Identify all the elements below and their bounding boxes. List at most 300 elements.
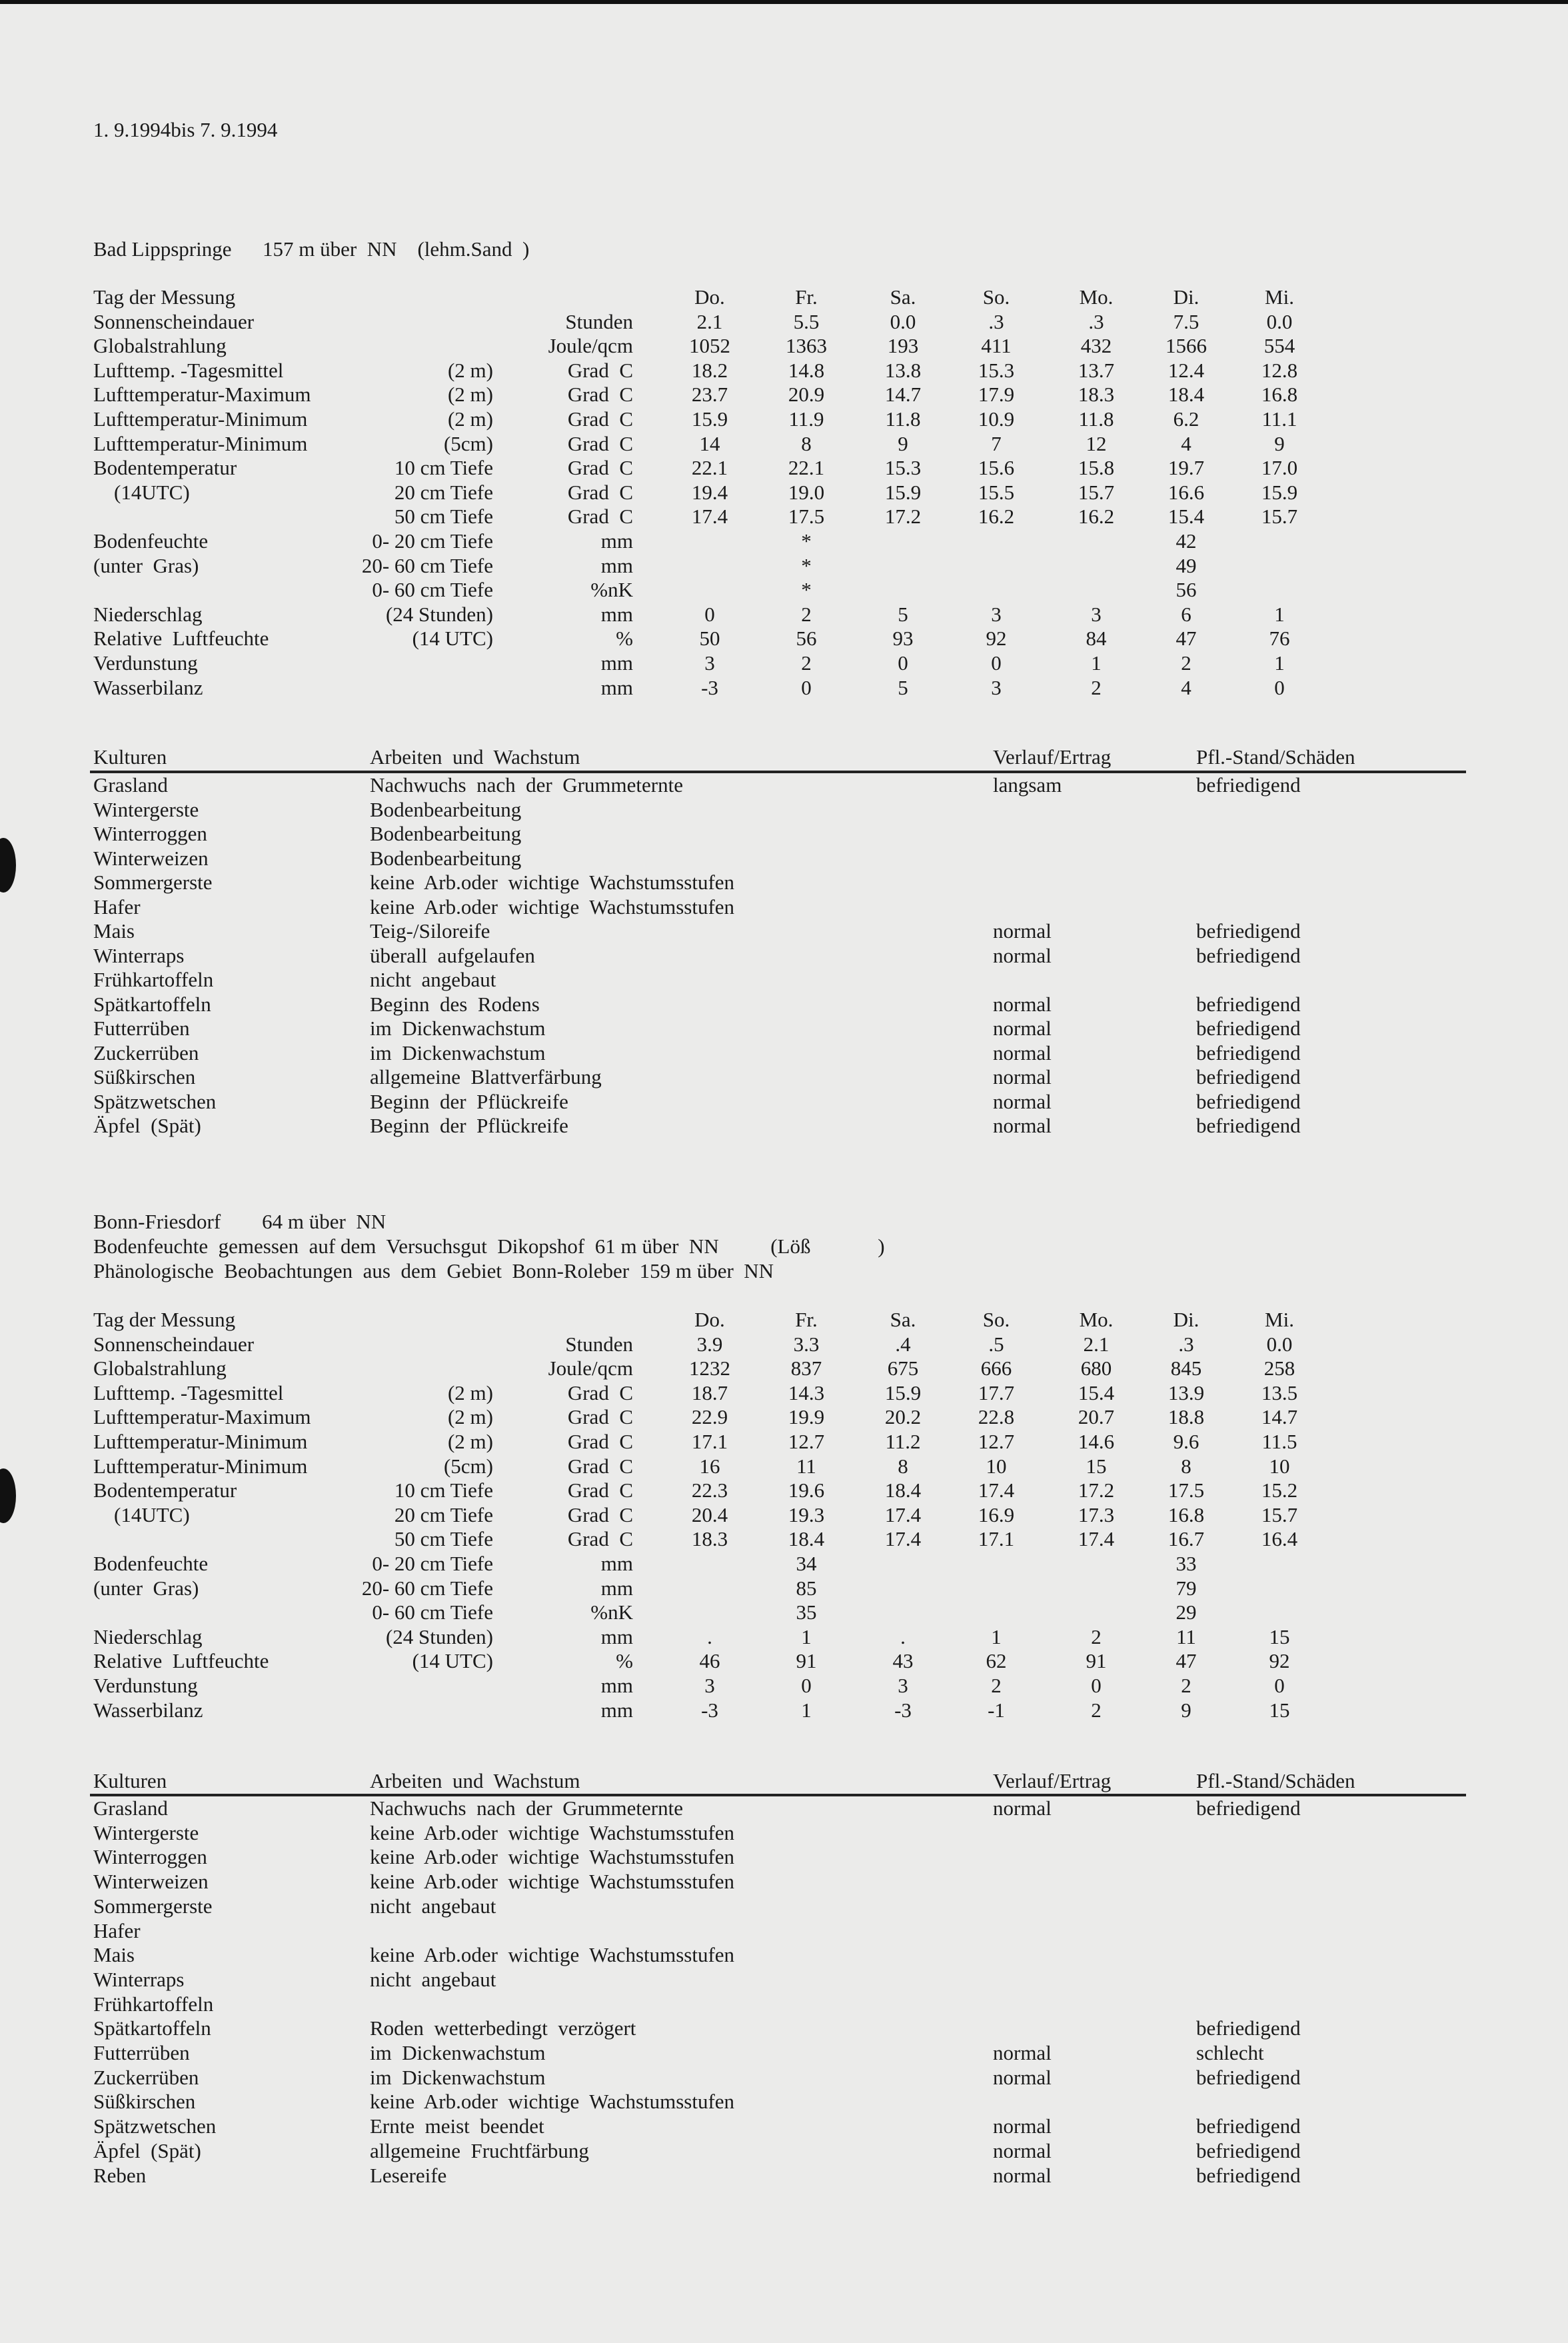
parameter-label: Tag der Messung bbox=[93, 285, 236, 309]
crop-condition: befriedigend bbox=[1196, 992, 1301, 1016]
parameter-detail: 20 cm Tiefe bbox=[394, 480, 493, 504]
value-cell: 18.3 bbox=[1078, 383, 1115, 407]
parameter-label: Bodentemperatur bbox=[93, 456, 237, 480]
crops-header-stand: Pfl.-Stand/Schäden bbox=[1196, 745, 1355, 769]
weather-row bbox=[0, 1332, 1568, 1356]
crop-row bbox=[0, 773, 1568, 797]
unit-label: mm bbox=[600, 651, 633, 675]
value-cell: 7.5 bbox=[1173, 309, 1199, 333]
value-cell: 18.7 bbox=[691, 1380, 728, 1404]
value-cell: 47 bbox=[1176, 627, 1197, 651]
crop-row bbox=[0, 871, 1568, 895]
day-header: Sa. bbox=[890, 1308, 916, 1331]
crop-row bbox=[0, 2090, 1568, 2114]
parameter-detail: (14 UTC) bbox=[412, 627, 493, 651]
value-cell: 411 bbox=[981, 334, 1012, 358]
crop-condition: befriedigend bbox=[1196, 1017, 1301, 1040]
value-cell: 12.7 bbox=[978, 1430, 1015, 1453]
weather-row bbox=[0, 1698, 1568, 1722]
crops-header-kulturen: Kulturen bbox=[93, 1769, 167, 1792]
unit-label: mm bbox=[600, 1552, 633, 1575]
value-cell: 4 bbox=[1181, 431, 1191, 455]
crop-row bbox=[0, 1992, 1568, 2016]
value-cell: 12.8 bbox=[1261, 358, 1298, 382]
crop-activity: nicht angebaut bbox=[370, 968, 496, 991]
parameter-label: Verdunstung bbox=[93, 651, 198, 675]
crop-row bbox=[0, 1041, 1568, 1065]
value-cell: 7 bbox=[991, 431, 1002, 455]
value-cell: 15.9 bbox=[1261, 480, 1298, 504]
value-cell: 91 bbox=[796, 1649, 817, 1673]
unit-label: Grad C bbox=[567, 407, 633, 431]
value-cell: 10 bbox=[1269, 1454, 1290, 1478]
crop-name: Frühkartoffeln bbox=[93, 968, 214, 991]
crop-activity: Nachwuchs nach der Grummeternte bbox=[370, 773, 683, 797]
parameter-label: Sonnenscheindauer bbox=[93, 309, 255, 333]
weather-row bbox=[0, 603, 1568, 627]
value-cell: 258 bbox=[1263, 1356, 1295, 1380]
crop-activity: keine Arb.oder wichtige Wachstumsstufen bbox=[370, 1943, 735, 1967]
value-cell: 837 bbox=[790, 1356, 822, 1380]
value-cell: 3 bbox=[704, 651, 715, 675]
crop-row bbox=[0, 895, 1568, 919]
crop-row bbox=[0, 993, 1568, 1017]
unit-label: Grad C bbox=[567, 383, 633, 407]
crop-name: Äpfel (Spät) bbox=[93, 1114, 201, 1137]
value-cell: 9.6 bbox=[1173, 1430, 1199, 1453]
crop-row bbox=[0, 1845, 1568, 1869]
crop-name: Winterraps bbox=[93, 1967, 185, 1991]
value-cell: -3 bbox=[894, 1698, 912, 1722]
value-cell: 15 bbox=[1269, 1698, 1290, 1722]
parameter-label: Tag der Messung bbox=[93, 1308, 236, 1331]
value-cell: 17.9 bbox=[978, 383, 1015, 407]
parameter-detail: 50 cm Tiefe bbox=[394, 505, 493, 529]
value-cell: 19.0 bbox=[788, 480, 825, 504]
crop-name: Futterrüben bbox=[93, 2041, 190, 2064]
value-cell: 93 bbox=[892, 627, 914, 651]
crop-name: Winterroggen bbox=[93, 822, 207, 845]
unit-label: mm bbox=[600, 1624, 633, 1648]
value-cell: * bbox=[801, 578, 812, 602]
crop-name: Spätzwetschen bbox=[93, 1089, 217, 1113]
crop-progress: normal bbox=[993, 1065, 1052, 1089]
parameter-detail: (5cm) bbox=[443, 431, 493, 455]
crop-row bbox=[0, 2114, 1568, 2138]
value-cell: 29 bbox=[1176, 1600, 1197, 1624]
value-cell: 9 bbox=[898, 431, 908, 455]
crop-activity: allgemeine Fruchtfärbung bbox=[370, 2138, 589, 2162]
crop-activity: Beginn des Rodens bbox=[370, 992, 540, 1016]
value-cell: 17.2 bbox=[884, 505, 922, 529]
value-cell: .3 bbox=[1088, 309, 1104, 333]
value-cell: 16 bbox=[699, 1454, 720, 1478]
value-cell: 33 bbox=[1176, 1552, 1197, 1575]
crop-activity: im Dickenwachstum bbox=[370, 1017, 546, 1040]
value-cell: 15.5 bbox=[978, 480, 1015, 504]
crop-activity: Beginn der Pflückreife bbox=[370, 1114, 568, 1137]
parameter-label: Wasserbilanz bbox=[93, 675, 203, 699]
parameter-label: Bodenfeuchte bbox=[93, 529, 209, 553]
value-cell: 3.9 bbox=[696, 1332, 723, 1356]
crop-name: Zuckerrüben bbox=[93, 1041, 199, 1065]
value-cell: 19.3 bbox=[788, 1502, 825, 1526]
crop-activity: im Dickenwachstum bbox=[370, 2065, 546, 2089]
value-cell: 11.8 bbox=[885, 407, 921, 431]
crop-row bbox=[0, 944, 1568, 968]
crop-row bbox=[0, 1943, 1568, 1967]
value-cell: 8 bbox=[1181, 1454, 1191, 1478]
unit-label: Grad C bbox=[567, 1478, 633, 1502]
value-cell: 35 bbox=[796, 1600, 817, 1624]
unit-label: Grad C bbox=[567, 456, 633, 480]
scan-top-edge bbox=[0, 0, 1568, 4]
parameter-label: Lufttemperatur-Minimum bbox=[93, 407, 308, 431]
parameter-detail: (24 Stunden) bbox=[385, 1624, 493, 1648]
parameter-label: Globalstrahlung bbox=[93, 1356, 227, 1380]
crops-header-kulturen: Kulturen bbox=[93, 745, 167, 769]
unit-label: mm bbox=[600, 602, 633, 626]
parameter-detail: (24 Stunden) bbox=[385, 602, 493, 626]
parameter-detail: 50 cm Tiefe bbox=[394, 1527, 493, 1551]
value-cell: 1 bbox=[1274, 602, 1285, 626]
weather-row bbox=[0, 1552, 1568, 1576]
crop-row bbox=[0, 1821, 1568, 1845]
crop-row bbox=[0, 1919, 1568, 1943]
unit-label: mm bbox=[600, 1674, 633, 1697]
value-cell: 20.9 bbox=[788, 383, 825, 407]
crops-header-arbeiten: Arbeiten und Wachstum bbox=[370, 745, 580, 769]
crops-header-stand: Pfl.-Stand/Schäden bbox=[1196, 1769, 1355, 1792]
parameter-detail: 20 cm Tiefe bbox=[394, 1502, 493, 1526]
parameter-label: Globalstrahlung bbox=[93, 334, 227, 358]
value-cell: 15.3 bbox=[884, 456, 922, 480]
value-cell: 22.1 bbox=[788, 456, 825, 480]
weather-row bbox=[0, 285, 1568, 309]
value-cell: 19.7 bbox=[1168, 456, 1205, 480]
value-cell: 16.8 bbox=[1261, 383, 1298, 407]
weather-row bbox=[0, 1576, 1568, 1600]
value-cell: 0 bbox=[801, 675, 812, 699]
value-cell: 46 bbox=[699, 1649, 720, 1673]
crop-name: Mais bbox=[93, 1943, 135, 1967]
crop-row bbox=[0, 847, 1568, 871]
value-cell: 3 bbox=[898, 1674, 908, 1697]
parameter-label: Sonnenscheindauer bbox=[93, 1332, 255, 1356]
value-cell: 17.1 bbox=[691, 1430, 728, 1453]
parameter-label: (unter Gras) bbox=[93, 553, 199, 577]
crop-activity: keine Arb.oder wichtige Wachstumsstufen bbox=[370, 895, 735, 919]
value-cell: 15.7 bbox=[1261, 1502, 1298, 1526]
value-cell: 6 bbox=[1181, 602, 1191, 626]
value-cell: 22.3 bbox=[691, 1478, 728, 1502]
value-cell: 15.7 bbox=[1078, 480, 1115, 504]
parameter-label: (14UTC) bbox=[93, 480, 190, 504]
value-cell: 15.4 bbox=[1168, 505, 1205, 529]
crop-condition: befriedigend bbox=[1196, 943, 1301, 967]
unit-label: Stunden bbox=[565, 1332, 633, 1356]
crop-name: Spätkartoffeln bbox=[93, 992, 211, 1016]
value-cell: 15.3 bbox=[978, 358, 1015, 382]
weather-row bbox=[0, 334, 1568, 358]
unit-label: Grad C bbox=[567, 1502, 633, 1526]
crop-condition: befriedigend bbox=[1196, 1041, 1301, 1065]
crop-activity: Lesereife bbox=[370, 2163, 447, 2187]
value-cell: 17.3 bbox=[1078, 1502, 1115, 1526]
value-cell: 1232 bbox=[689, 1356, 730, 1380]
value-cell: 22.1 bbox=[691, 456, 728, 480]
value-cell: 19.4 bbox=[691, 480, 728, 504]
value-cell: 3 bbox=[1091, 602, 1102, 626]
value-cell: 79 bbox=[1176, 1576, 1197, 1600]
unit-label: mm bbox=[600, 675, 633, 699]
unit-label: mm bbox=[600, 553, 633, 577]
value-cell: 0 bbox=[801, 1674, 812, 1697]
value-cell: 1566 bbox=[1166, 334, 1207, 358]
value-cell: 0 bbox=[704, 602, 715, 626]
value-cell: 2 bbox=[801, 651, 812, 675]
parameter-label: (14UTC) bbox=[93, 1502, 190, 1526]
value-cell: 0.0 bbox=[890, 309, 916, 333]
parameter-detail: 10 cm Tiefe bbox=[394, 1478, 493, 1502]
parameter-detail: (2 m) bbox=[447, 358, 493, 382]
crop-condition: befriedigend bbox=[1196, 2016, 1301, 2040]
value-cell: -3 bbox=[701, 1698, 718, 1722]
crop-row bbox=[0, 1796, 1568, 1820]
value-cell: 193 bbox=[887, 334, 919, 358]
crop-row bbox=[0, 2016, 1568, 2040]
parameter-detail: 20- 60 cm Tiefe bbox=[361, 553, 493, 577]
parameter-detail: 0- 20 cm Tiefe bbox=[372, 529, 493, 553]
value-cell: 432 bbox=[1080, 334, 1112, 358]
crop-row bbox=[0, 968, 1568, 992]
value-cell: 13.9 bbox=[1168, 1380, 1205, 1404]
day-header: Di. bbox=[1173, 1308, 1199, 1331]
weather-row bbox=[0, 432, 1568, 456]
value-cell: 56 bbox=[796, 627, 817, 651]
crop-condition: befriedigend bbox=[1196, 2138, 1301, 2162]
parameter-label: Wasserbilanz bbox=[93, 1698, 203, 1722]
soil-moisture-note: Bodenfeuchte gemessen auf dem Versuchsgut Dikopshof 61 m über NN (Löß ) bbox=[93, 1234, 885, 1258]
weather-row bbox=[0, 1478, 1568, 1502]
value-cell: 16.7 bbox=[1168, 1527, 1205, 1551]
value-cell: 680 bbox=[1080, 1356, 1112, 1380]
weather-row bbox=[0, 1625, 1568, 1649]
value-cell: 18.4 bbox=[1168, 383, 1205, 407]
value-cell: 12.7 bbox=[788, 1430, 825, 1453]
weather-row bbox=[0, 359, 1568, 383]
unit-label: Grad C bbox=[567, 431, 633, 455]
value-cell: 0 bbox=[898, 651, 908, 675]
crop-name: Wintergerste bbox=[93, 1820, 199, 1844]
value-cell: 16.2 bbox=[1078, 505, 1115, 529]
value-cell: 91 bbox=[1086, 1649, 1107, 1673]
crop-progress: normal bbox=[993, 992, 1052, 1016]
parameter-label: Lufttemperatur-Minimum bbox=[93, 1454, 308, 1478]
value-cell: 666 bbox=[980, 1356, 1012, 1380]
value-cell: 12 bbox=[1086, 431, 1107, 455]
value-cell: .3 bbox=[988, 309, 1004, 333]
crops-header-row bbox=[0, 745, 1568, 769]
value-cell: 17.0 bbox=[1261, 456, 1298, 480]
day-header: Do. bbox=[694, 1308, 725, 1331]
crop-name: Süßkirschen bbox=[93, 1065, 196, 1089]
parameter-detail: 10 cm Tiefe bbox=[394, 456, 493, 480]
value-cell: 84 bbox=[1086, 627, 1107, 651]
value-cell: 20.2 bbox=[884, 1405, 922, 1429]
crop-activity: Nachwuchs nach der Grummeternte bbox=[370, 1796, 683, 1820]
value-cell: 675 bbox=[887, 1356, 919, 1380]
crop-condition: befriedigend bbox=[1196, 2114, 1301, 2138]
crop-progress: normal bbox=[993, 943, 1052, 967]
crop-row bbox=[0, 1968, 1568, 1992]
crops-header-row bbox=[0, 1769, 1568, 1793]
crop-progress: normal bbox=[993, 2163, 1052, 2187]
value-cell: 18.2 bbox=[691, 358, 728, 382]
unit-label: Grad C bbox=[567, 1430, 633, 1453]
value-cell: 23.7 bbox=[691, 383, 728, 407]
value-cell: 18.4 bbox=[788, 1527, 825, 1551]
value-cell: 2 bbox=[1181, 1674, 1191, 1697]
value-cell: 15.4 bbox=[1078, 1380, 1115, 1404]
value-cell: . bbox=[900, 1624, 906, 1648]
crop-name: Reben bbox=[93, 2163, 147, 2187]
weather-row bbox=[0, 310, 1568, 334]
parameter-label: Bodentemperatur bbox=[93, 1478, 237, 1502]
value-cell: 50 bbox=[699, 627, 720, 651]
parameter-label: Relative Luftfeuchte bbox=[93, 1649, 269, 1673]
value-cell: 17.7 bbox=[978, 1380, 1015, 1404]
crop-condition: schlecht bbox=[1196, 2041, 1264, 2064]
crop-condition: befriedigend bbox=[1196, 773, 1301, 797]
crop-activity: Ernte meist beendet bbox=[370, 2114, 544, 2138]
unit-label: Grad C bbox=[567, 505, 633, 529]
value-cell: 18.3 bbox=[691, 1527, 728, 1551]
crop-name: Sommergerste bbox=[93, 871, 213, 894]
value-cell: . bbox=[707, 1624, 712, 1648]
day-header: Mo. bbox=[1079, 285, 1114, 309]
unit-label: Grad C bbox=[567, 1454, 633, 1478]
crop-row bbox=[0, 822, 1568, 846]
value-cell: 1 bbox=[991, 1624, 1002, 1648]
value-cell: 2 bbox=[1091, 675, 1102, 699]
crop-name: Wintergerste bbox=[93, 797, 199, 821]
crop-row bbox=[0, 919, 1568, 943]
weather-row bbox=[0, 505, 1568, 529]
day-header: So. bbox=[982, 1308, 1010, 1331]
value-cell: 3.3 bbox=[793, 1332, 820, 1356]
weather-row bbox=[0, 676, 1568, 700]
parameter-label: Lufttemp. -Tagesmittel bbox=[93, 1380, 284, 1404]
value-cell: 15.7 bbox=[1261, 505, 1298, 529]
unit-label: mm bbox=[600, 529, 633, 553]
crop-name: Frühkartoffeln bbox=[93, 1992, 214, 2016]
weather-row bbox=[0, 1674, 1568, 1698]
parameter-detail: (2 m) bbox=[447, 1405, 493, 1429]
value-cell: 1052 bbox=[689, 334, 730, 358]
value-cell: .4 bbox=[895, 1332, 911, 1356]
parameter-detail: (2 m) bbox=[447, 1380, 493, 1404]
parameter-label: Lufttemperatur-Maximum bbox=[93, 383, 311, 407]
weather-row bbox=[0, 1454, 1568, 1478]
value-cell: 0.0 bbox=[1266, 309, 1293, 333]
day-header: Fr. bbox=[795, 1308, 818, 1331]
day-header: Do. bbox=[694, 285, 725, 309]
unit-label: Stunden bbox=[565, 309, 633, 333]
unit-label: Grad C bbox=[567, 1405, 633, 1429]
crop-activity: keine Arb.oder wichtige Wachstumsstufen bbox=[370, 1870, 735, 1894]
value-cell: 43 bbox=[892, 1649, 914, 1673]
unit-label: %nK bbox=[590, 578, 633, 602]
day-header: Mi. bbox=[1265, 1308, 1294, 1331]
weather-row bbox=[0, 627, 1568, 651]
value-cell: 19.6 bbox=[788, 1478, 825, 1502]
crops-header-verlauf: Verlauf/Ertrag bbox=[993, 745, 1112, 769]
crop-row bbox=[0, 2066, 1568, 2090]
crop-progress: normal bbox=[993, 2041, 1052, 2064]
value-cell: 3 bbox=[991, 675, 1002, 699]
value-cell: 14 bbox=[699, 431, 720, 455]
value-cell: 17.5 bbox=[788, 505, 825, 529]
crop-row bbox=[0, 1870, 1568, 1894]
crop-name: Winterweizen bbox=[93, 846, 209, 870]
crop-name: Winterweizen bbox=[93, 1870, 209, 1894]
crop-row bbox=[0, 2139, 1568, 2163]
parameter-label: Niederschlag bbox=[93, 1624, 203, 1648]
parameter-label: (unter Gras) bbox=[93, 1576, 199, 1600]
value-cell: 1 bbox=[801, 1698, 812, 1722]
parameter-label: Verdunstung bbox=[93, 1674, 198, 1697]
value-cell: 554 bbox=[1263, 334, 1295, 358]
crop-activity: im Dickenwachstum bbox=[370, 1041, 546, 1065]
value-cell: 56 bbox=[1176, 578, 1197, 602]
value-cell: 17.4 bbox=[1078, 1527, 1115, 1551]
crop-name: Winterroggen bbox=[93, 1845, 207, 1869]
day-header: Sa. bbox=[890, 285, 916, 309]
value-cell: 14.6 bbox=[1078, 1430, 1115, 1453]
crop-activity: überall aufgelaufen bbox=[370, 943, 535, 967]
value-cell: 14.8 bbox=[788, 358, 825, 382]
value-cell: 8 bbox=[801, 431, 812, 455]
value-cell: 11 bbox=[1176, 1624, 1196, 1648]
value-cell: 13.7 bbox=[1078, 358, 1115, 382]
parameter-label: Niederschlag bbox=[93, 602, 203, 626]
value-cell: 0.0 bbox=[1266, 1332, 1293, 1356]
crop-name: Spätkartoffeln bbox=[93, 2016, 211, 2040]
weather-row bbox=[0, 1308, 1568, 1332]
value-cell: 62 bbox=[986, 1649, 1007, 1673]
value-cell: 2 bbox=[1091, 1698, 1102, 1722]
value-cell: 16.4 bbox=[1261, 1527, 1298, 1551]
crop-name: Futterrüben bbox=[93, 1017, 190, 1040]
crop-progress: normal bbox=[993, 2138, 1052, 2162]
crop-name: Hafer bbox=[93, 895, 141, 919]
value-cell: 12.4 bbox=[1168, 358, 1205, 382]
value-cell: 17.1 bbox=[978, 1527, 1015, 1551]
value-cell: 16.2 bbox=[978, 505, 1015, 529]
value-cell: 2 bbox=[1091, 1624, 1102, 1648]
value-cell: 1363 bbox=[786, 334, 827, 358]
value-cell: 9 bbox=[1274, 431, 1285, 455]
crop-row bbox=[0, 2164, 1568, 2188]
unit-label: % bbox=[616, 1649, 633, 1673]
unit-label: % bbox=[616, 627, 633, 651]
day-header: Fr. bbox=[795, 285, 818, 309]
crop-condition: befriedigend bbox=[1196, 2065, 1301, 2089]
value-cell: 42 bbox=[1176, 529, 1197, 553]
weather-row bbox=[0, 529, 1568, 553]
crops-header-verlauf: Verlauf/Ertrag bbox=[993, 1769, 1112, 1792]
